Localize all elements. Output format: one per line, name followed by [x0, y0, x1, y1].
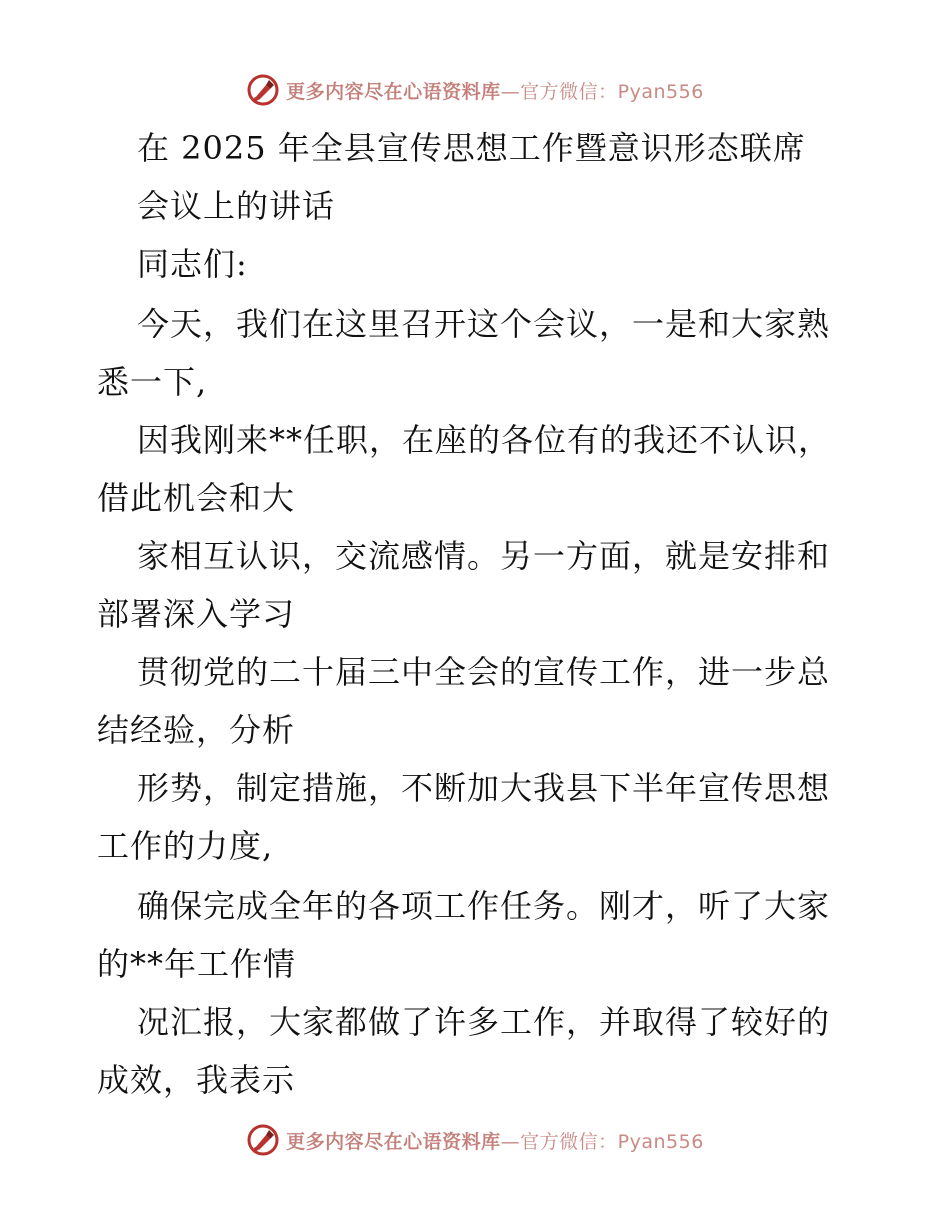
footer-brand: 更多内容尽在心语资料库 [286, 1130, 501, 1153]
body-line: 悉一下, [97, 363, 208, 401]
document-title-line-1: 在 2025 年全县宣传思想工作暨意识形态联席 [137, 129, 806, 167]
body-line: 成效，我表示 [97, 1061, 296, 1099]
body-line: 的**年工作情 [97, 945, 297, 983]
body-line: 况汇报，大家都做了许多工作，并取得了较好的 [137, 1003, 831, 1041]
body-line: 贯彻党的二十届三中全会的宣传工作，进一步总 [137, 653, 831, 691]
pen-nib-logo-icon [246, 73, 280, 107]
footer-wechat: 官方微信：Pyan556 [520, 1130, 704, 1153]
body-line: 确保完成全年的各项工作任务。刚才，听了大家 [137, 887, 831, 925]
header-banner-text [286, 77, 704, 104]
footer-banner [0, 1120, 950, 1160]
body-line: 结经验，分析 [97, 711, 296, 749]
footer-separator: — [500, 1130, 521, 1153]
header-wechat: 官方微信：Pyan556 [520, 80, 704, 103]
body-line: 部署深入学习 [97, 595, 296, 633]
header-banner [0, 70, 950, 110]
salutation: 同志们: [137, 245, 248, 283]
body-line: 家相互认识，交流感情。另一方面，就是安排和 [137, 537, 831, 575]
body-line: 因我刚来**任职，在座的各位有的我还不认识， [137, 421, 832, 459]
body-line: 借此机会和大 [97, 479, 296, 517]
body-line: 今天，我们在这里召开这个会议，一是和大家熟 [137, 305, 831, 343]
header-brand: 更多内容尽在心语资料库 [286, 80, 501, 103]
document-title-line-2: 会议上的讲话 [137, 187, 336, 225]
header-separator: — [500, 80, 521, 103]
body-line: 形势，制定措施，不断加大我县下半年宣传思想 [137, 769, 831, 807]
footer-banner-text [286, 1127, 704, 1154]
pen-nib-logo-icon [246, 1123, 280, 1157]
body-line: 工作的力度, [97, 827, 274, 865]
